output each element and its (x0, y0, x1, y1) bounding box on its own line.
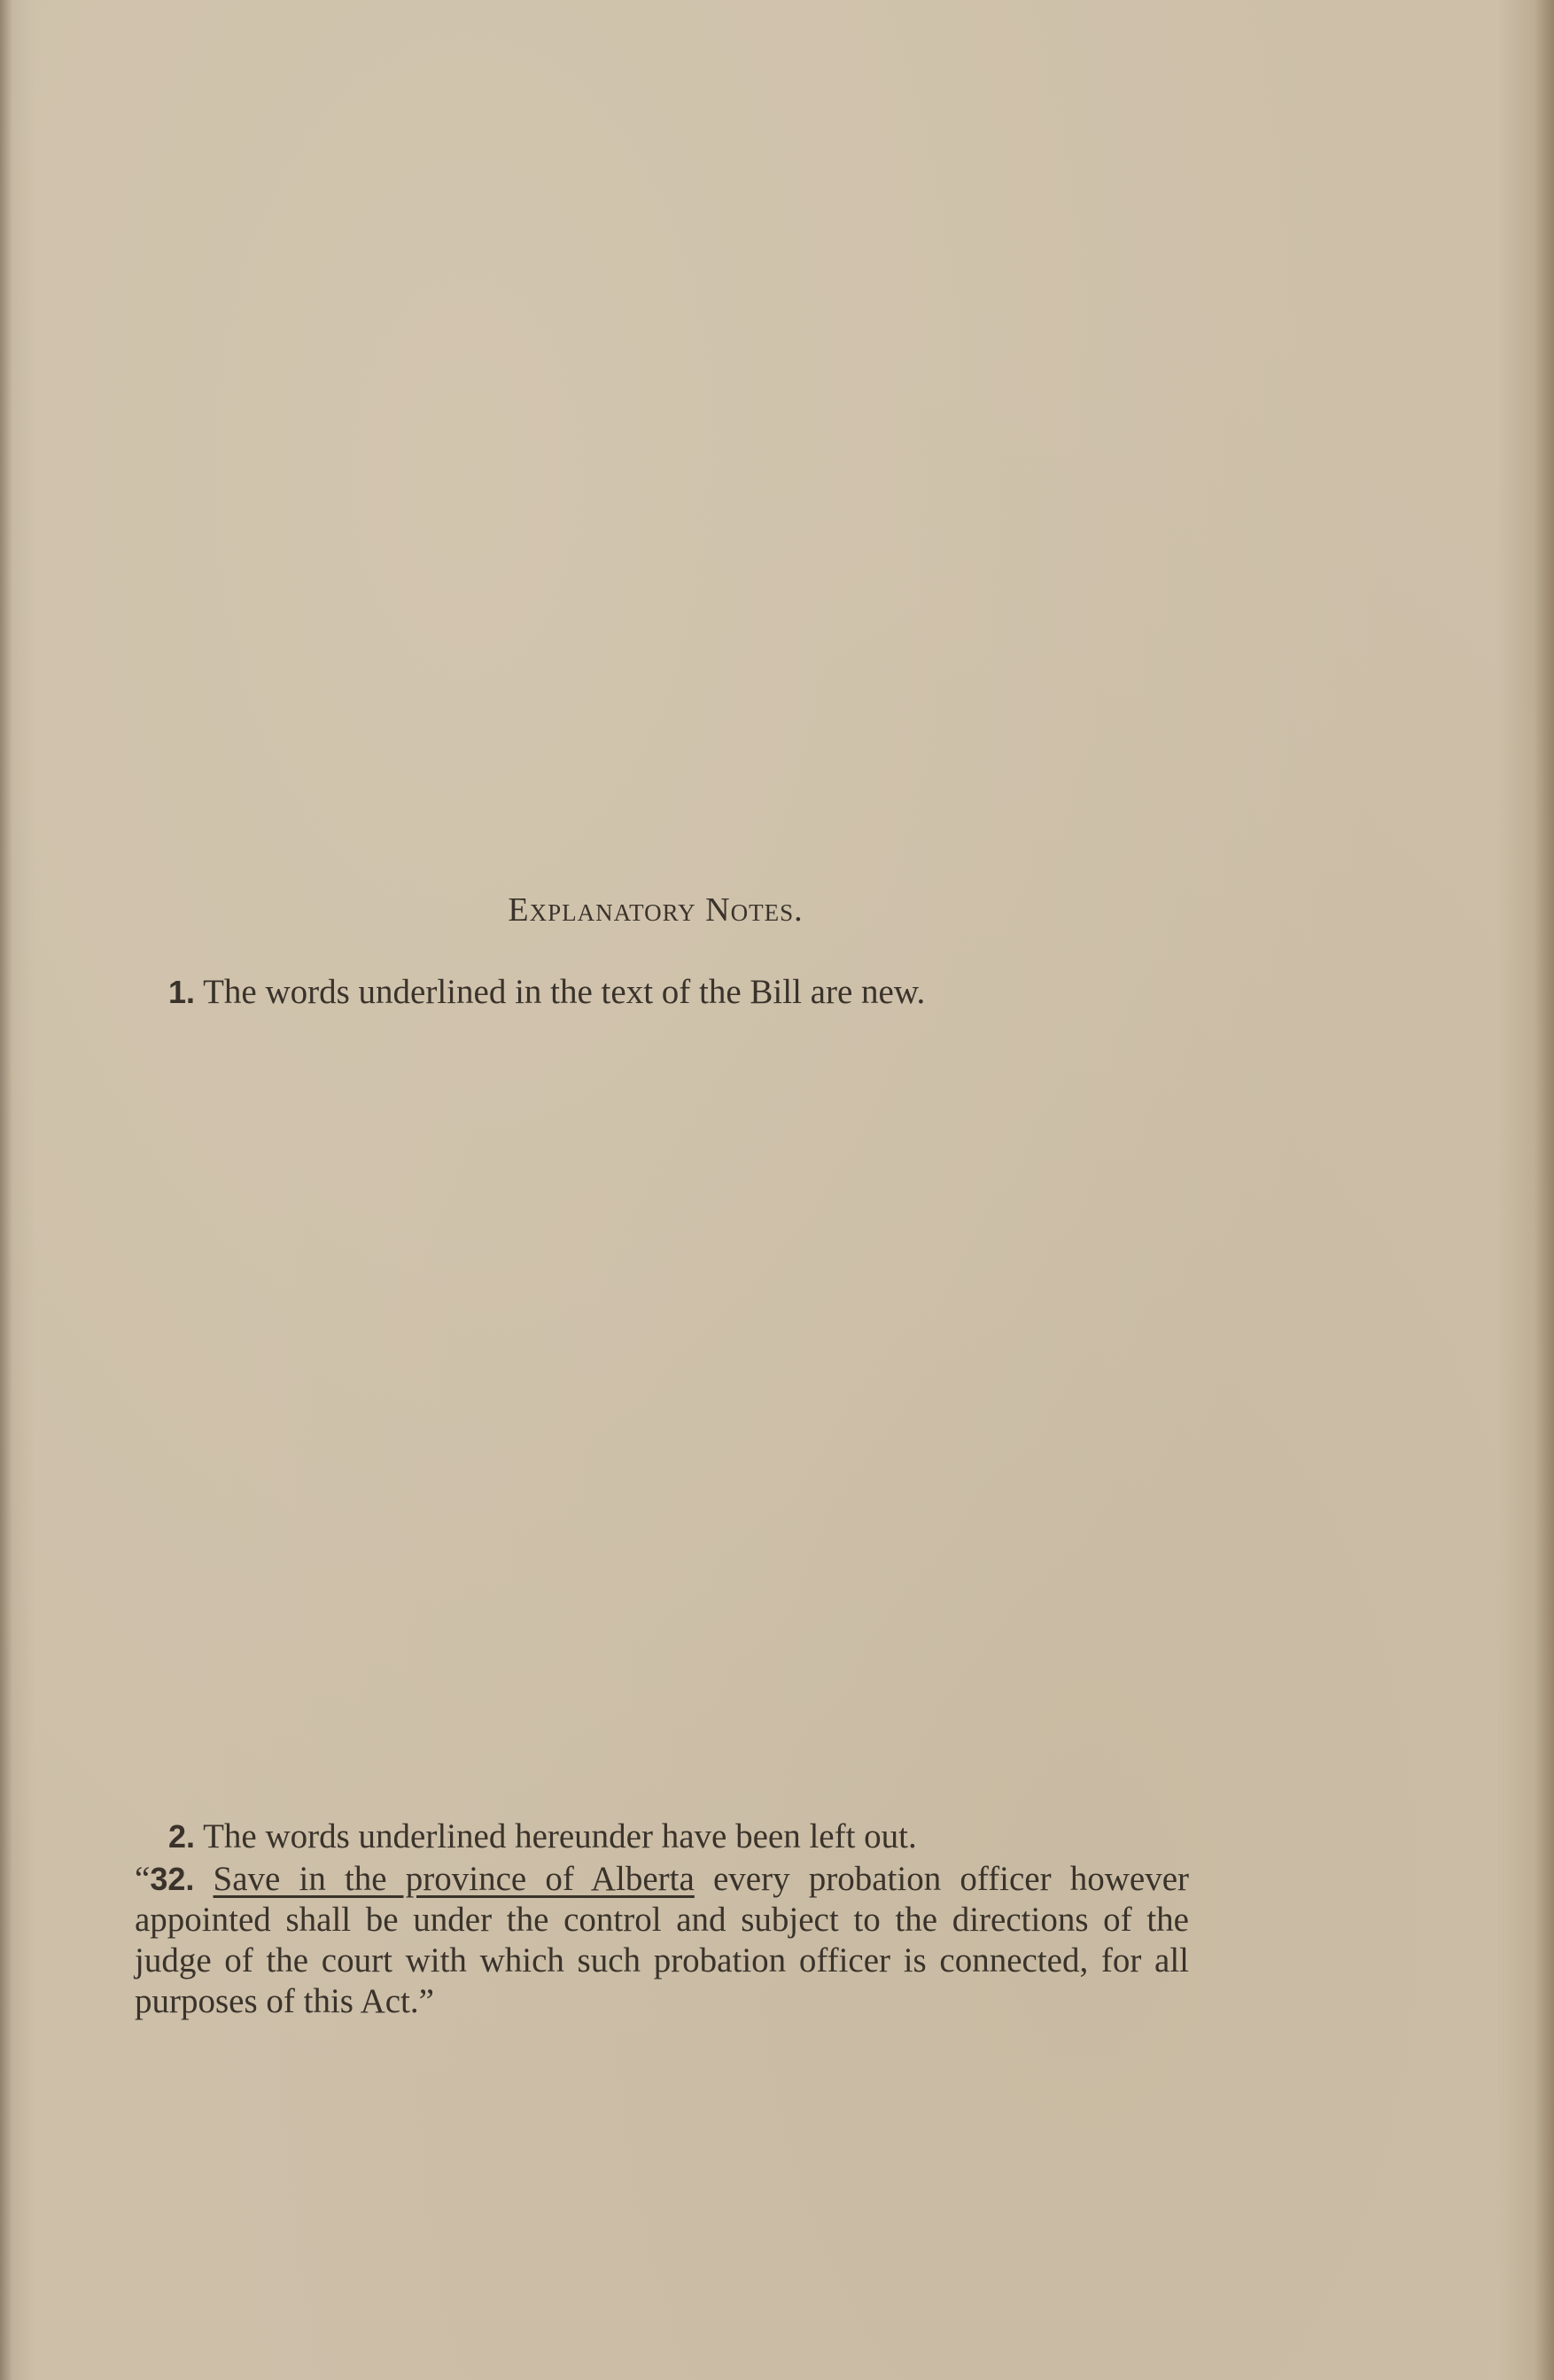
note-2-number: 2. (168, 1818, 196, 1855)
open-quote: “ (135, 1860, 151, 1898)
explanatory-notes-heading: Explanatory Notes. (508, 891, 804, 929)
quoted-section (135, 1859, 1189, 2022)
note-1 (168, 972, 925, 1013)
note-2 (168, 1816, 917, 1857)
section-number: 32. (150, 1861, 195, 1897)
page-edge-shadow (1535, 0, 1554, 2380)
note-2-text: The words underlined hereunder have been left out. (203, 1817, 917, 1855)
section-remaining-text: every probation officer however appointed shall be under the control and subject to the directions of the judge of the court with which such probation officer is connected, for all purposes of this Act.” (135, 1860, 1189, 2020)
note-1-number: 1. (168, 974, 196, 1010)
page-spine-shadow (0, 0, 12, 2380)
underlined-omitted-text: Save in the province of Alberta (213, 1860, 695, 1898)
note-1-text: The words underlined in the text of the Bill are new. (203, 973, 926, 1011)
